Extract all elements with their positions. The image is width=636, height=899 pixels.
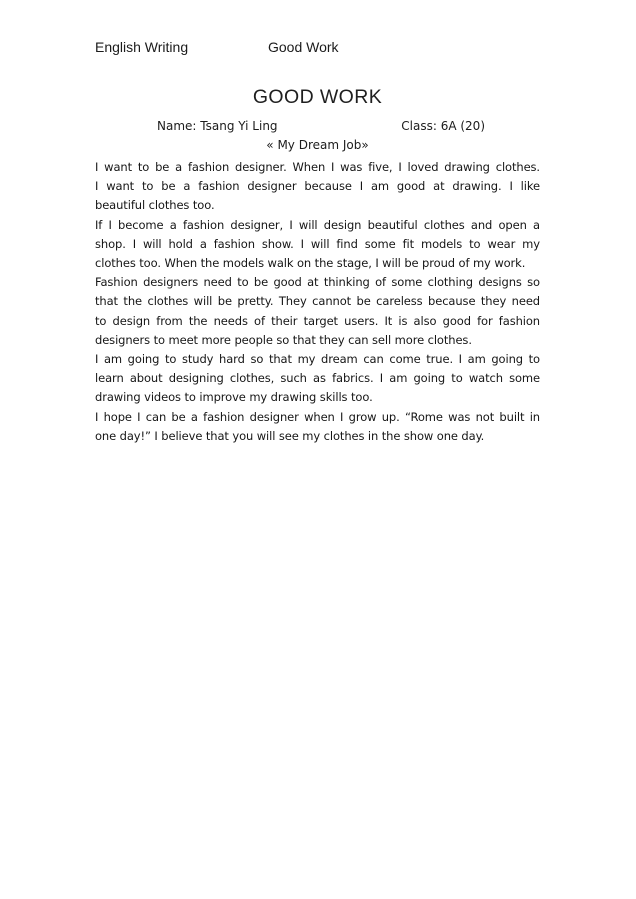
essay-title: « My Dream Job» [266,138,369,152]
student-class: Class: 6A (20) [401,119,485,133]
essay-line: beautiful clothes too. [95,198,215,213]
essay-line: one day!” I believe that you will see my clothes in the show one day. [95,428,485,443]
essay-line: clothes too. When the models walk on the stage, I will be proud of my work. [95,256,526,271]
essay-line: to design from the needs of their target users. It is also good for fashion [95,313,540,328]
essay-line: that the clothes will be pretty. They cannot be careless because they need [95,294,540,309]
header-section-label: Good Work [268,39,339,55]
essay-line: Fashion designers need to be good at thinking of some clothing designs so [95,275,540,290]
document-content [95,0,540,446]
page-title: GOOD WORK [252,86,383,108]
essay-line: drawing videos to improve my drawing skills too. [95,390,373,405]
essay-line: designers to meet more people so that they can sell more clothes. [95,332,472,347]
essay-line: I want to be a fashion designer. When I was five, I loved drawing clothes. [95,160,540,174]
essay-body [95,158,540,446]
header-course-label: English Writing [95,39,189,55]
document-header [95,0,540,56]
essay-line: I want to be a fashion designer because I am good at drawing. I like [95,179,540,194]
essay-line: shop. I will hold a fashion show. I will find some fit models to wear my [95,236,540,251]
student-name: Name: Tsang Yi Ling [157,119,278,133]
essay-line: learn about designing clothes, such as fabrics. I am going to watch some [95,371,540,386]
essay-line: I am going to study hard so that my dream can come true. I am going to [95,352,540,367]
student-meta-row [95,119,540,134]
essay-line: If I become a fashion designer, I will design beautiful clothes and open a [95,217,540,232]
essay-line: I hope I can be a fashion designer when I grow up. “Rome was not built in [95,409,540,424]
